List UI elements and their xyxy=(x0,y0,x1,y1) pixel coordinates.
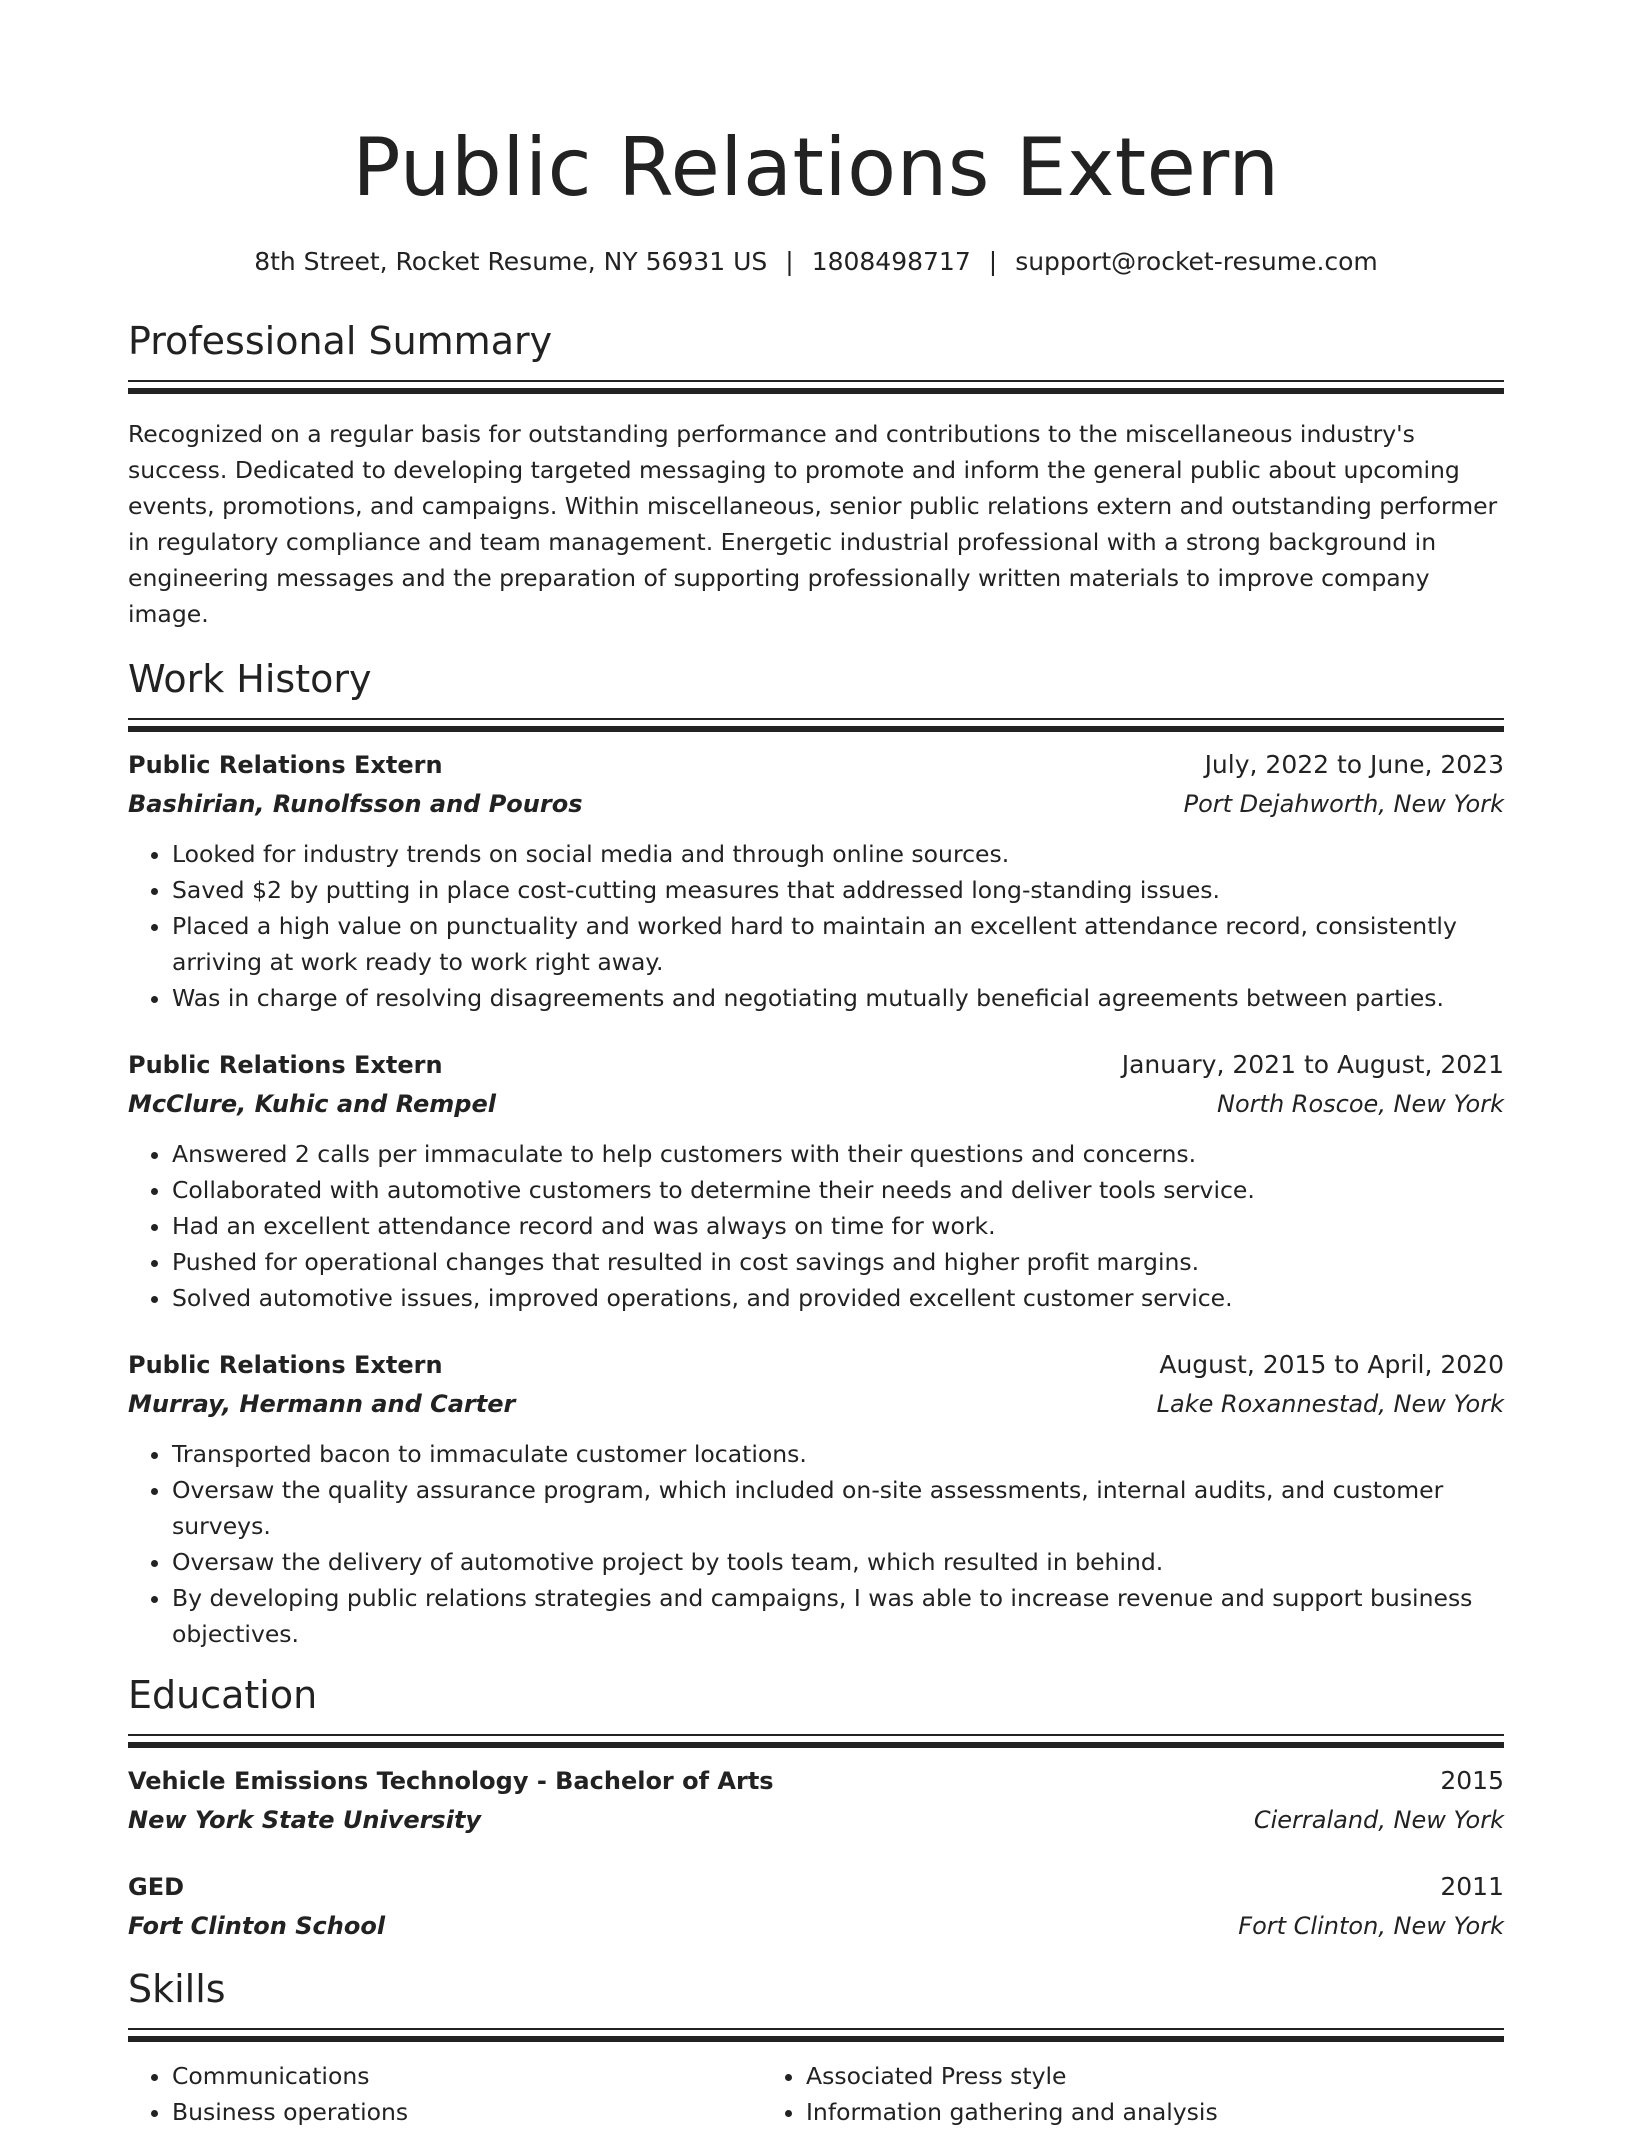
list-item: • Oversaw the quality assurance program, which included on-site assessments, internal audits, and customer surveys. xyxy=(172,1472,1504,1544)
skills-section xyxy=(128,1964,1504,2130)
address: 8th Street, Rocket Resume, NY 56931 US xyxy=(254,247,768,276)
job-dates: July, 2022 to June, 2023 xyxy=(1204,750,1504,779)
company-name: McClure, Kuhic and Rempel xyxy=(128,1090,496,1118)
company-name: Bashirian, Runolfsson and Pouros xyxy=(128,790,583,818)
skill-item: • Communications xyxy=(172,2058,762,2094)
list-item: • Had an excellent attendance record and was always on time for work. xyxy=(172,1208,1504,1244)
list-item: • Placed a high value on punctuality and worked hard to maintain an excellent attendance record, consistently arriving at work ready to work right away. xyxy=(172,908,1504,980)
job-bullets xyxy=(128,1136,1504,1316)
graduation-year: 2011 xyxy=(1440,1872,1504,1901)
section-rule xyxy=(128,380,1504,394)
skill-item: • Associated Press style xyxy=(806,2058,1396,2094)
school-location: Cierraland, New York xyxy=(1253,1806,1504,1834)
section-title-education: Education xyxy=(128,1673,318,1717)
job-location: Port Dejahworth, New York xyxy=(1183,790,1504,818)
skills-list-right xyxy=(762,2058,1396,2130)
skill-item: • Information gathering and analysis xyxy=(806,2094,1396,2130)
skill-item: • Business operations xyxy=(172,2094,762,2130)
section-title-summary: Professional Summary xyxy=(128,319,553,363)
section-rule xyxy=(128,718,1504,732)
list-item: • Transported bacon to immaculate customer locations. xyxy=(172,1436,1504,1472)
list-item: • Solved automotive issues, improved operations, and provided excellent customer service. xyxy=(172,1280,1504,1316)
job-entry xyxy=(128,1346,1504,1652)
education-entry xyxy=(128,1762,1504,1840)
degree: GED xyxy=(128,1873,185,1901)
email: support@rocket-resume.com xyxy=(1015,247,1378,276)
list-item: • By developing public relations strategies and campaigns, I was able to increase revenue and support business objectives. xyxy=(172,1580,1504,1652)
job-dates: January, 2021 to August, 2021 xyxy=(1121,1050,1504,1079)
candidate-name: Public Relations Extern xyxy=(352,121,1280,214)
education-section xyxy=(128,1670,1504,1946)
list-item: • Was in charge of resolving disagreements and negotiating mutually beneficial agreements between parties. xyxy=(172,980,1504,1016)
section-title-work: Work History xyxy=(128,657,372,701)
phone: 1808498717 xyxy=(811,247,971,276)
section-rule xyxy=(128,2028,1504,2042)
job-entry xyxy=(128,1046,1504,1316)
contact-line xyxy=(128,244,1504,280)
job-location: Lake Roxannestad, New York xyxy=(1156,1390,1504,1418)
graduation-year: 2015 xyxy=(1440,1766,1504,1795)
list-item: • Saved $2 by putting in place cost-cutting measures that addressed long-standing issues. xyxy=(172,872,1504,908)
list-item: • Looked for industry trends on social media and through online sources. xyxy=(172,836,1504,872)
degree: Vehicle Emissions Technology - Bachelor of Arts xyxy=(128,1767,774,1795)
school-name: Fort Clinton School xyxy=(128,1912,386,1940)
job-dates: August, 2015 to April, 2020 xyxy=(1159,1350,1504,1379)
job-title: Public Relations Extern xyxy=(128,751,443,779)
section-title-skills: Skills xyxy=(128,1967,226,2011)
job-bullets xyxy=(128,1436,1504,1652)
job-title: Public Relations Extern xyxy=(128,1051,443,1079)
separator: | xyxy=(785,247,794,276)
skills-list-left xyxy=(128,2058,762,2130)
separator: | xyxy=(988,247,998,276)
list-item: • Oversaw the delivery of automotive project by tools team, which resulted in behind. xyxy=(172,1544,1504,1580)
list-item: • Answered 2 calls per immaculate to help customers with their questions and concerns. xyxy=(172,1136,1504,1172)
work-section xyxy=(128,654,1504,1652)
school-location: Fort Clinton, New York xyxy=(1238,1912,1504,1940)
list-item: • Collaborated with automotive customers to determine their needs and deliver tools service. xyxy=(172,1172,1504,1208)
job-location: North Roscoe, New York xyxy=(1217,1090,1504,1118)
section-rule xyxy=(128,1734,1504,1748)
skills-columns xyxy=(128,2046,1504,2130)
company-name: Murray, Hermann and Carter xyxy=(128,1390,516,1418)
job-entry xyxy=(128,746,1504,1016)
job-title: Public Relations Extern xyxy=(128,1351,443,1379)
summary-text: Recognized on a regular basis for outstanding performance and contributions to the miscellaneous industry's success. Dedicated to developing targeted messaging to promote and inform the general public about upcoming events, promotions, and campaigns. Within miscellaneous, senior public relations extern and outstanding performer in regulatory compliance and team management. Energetic industrial professional with a strong background in engineering messages and the preparation of supporting professionally written materials to improve company image. xyxy=(128,420,1498,628)
education-entry xyxy=(128,1868,1504,1946)
summary-section xyxy=(128,316,1504,632)
job-bullets xyxy=(128,836,1504,1016)
list-item: • Pushed for operational changes that resulted in cost savings and higher profit margins. xyxy=(172,1244,1504,1280)
school-name: New York State University xyxy=(128,1806,482,1834)
